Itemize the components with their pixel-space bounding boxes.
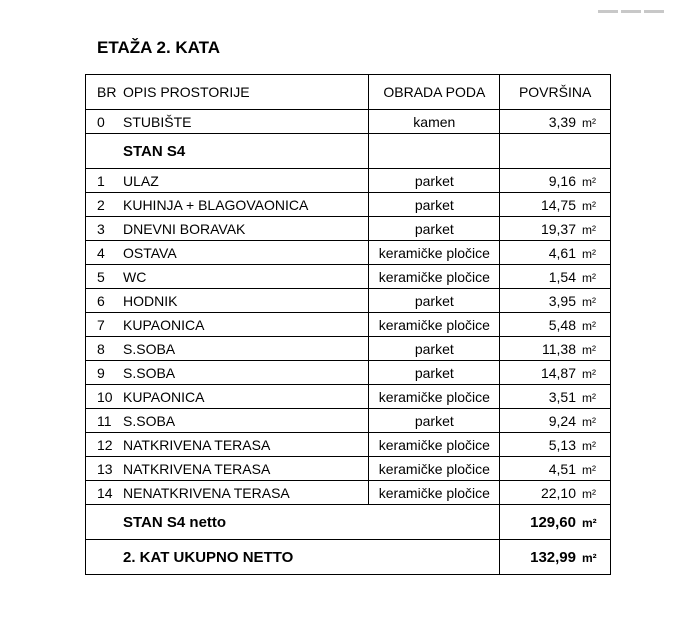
room-floor: parket	[369, 337, 500, 361]
stan-total-cell	[500, 505, 611, 540]
table-row	[86, 217, 611, 241]
section-row	[86, 134, 611, 169]
room-floor: parket	[369, 289, 500, 313]
room-area-cell	[500, 169, 611, 193]
stairs-row	[86, 110, 611, 134]
room-area-cell	[500, 337, 611, 361]
room-floor: parket	[369, 409, 500, 433]
unit-label: m²	[582, 342, 596, 357]
room-area-cell	[500, 481, 611, 505]
header-opis: OPIS PROSTORIJE	[123, 84, 250, 100]
room-name-cell	[86, 313, 369, 337]
unit-label: m²	[582, 198, 596, 213]
room-name-cell	[86, 409, 369, 433]
room-area-cell	[500, 433, 611, 457]
room-nr: 1	[97, 172, 105, 189]
table-row	[86, 241, 611, 265]
room-area: 9,16	[548, 172, 576, 189]
room-area-cell	[500, 217, 611, 241]
room-name: KUPAONICA	[123, 316, 205, 333]
stairs-name: STUBIŠTE	[123, 113, 192, 130]
unit-label: m²	[582, 366, 596, 381]
room-nr: 14	[97, 484, 113, 501]
header-obrada: OBRADA PODA	[369, 75, 500, 110]
room-floor: keramičke pločice	[369, 313, 500, 337]
unit-label: m²	[582, 115, 596, 130]
room-area: 4,51	[548, 460, 576, 477]
room-name-cell	[86, 289, 369, 313]
section-empty-cell	[369, 134, 500, 169]
room-name: S.SOBA	[123, 340, 176, 357]
room-name: WC	[123, 268, 147, 285]
room-nr: 7	[97, 316, 105, 333]
room-name: NATKRIVENA TERASA	[123, 436, 271, 453]
room-area-cell	[500, 457, 611, 481]
unit-label: m²	[582, 222, 596, 237]
room-floor: parket	[369, 193, 500, 217]
room-nr: 2	[97, 196, 105, 213]
room-area-cell	[500, 385, 611, 409]
kat-total-cell	[500, 540, 611, 575]
room-area-cell	[500, 361, 611, 385]
room-area: 14,75	[540, 196, 576, 213]
table-row	[86, 265, 611, 289]
stan-total-label: STAN S4 netto	[86, 505, 500, 540]
room-area: 9,24	[548, 412, 576, 429]
room-name: KUHINJA + BLAGOVAONICA	[123, 196, 309, 213]
section-empty-cell	[500, 134, 611, 169]
stairs-area: 3,39	[548, 113, 576, 130]
table-row	[86, 289, 611, 313]
kat-total-row	[86, 540, 611, 575]
table-row	[86, 409, 611, 433]
room-name-cell	[86, 457, 369, 481]
room-nr: 12	[97, 436, 113, 453]
room-nr: 10	[97, 388, 113, 405]
room-nr: 5	[97, 268, 105, 285]
room-floor: keramičke pločice	[369, 385, 500, 409]
room-name: ULAZ	[123, 172, 159, 189]
room-name: DNEVNI BORAVAK	[123, 220, 246, 237]
kat-total-value: 132,99	[530, 548, 576, 566]
room-name-cell	[86, 433, 369, 457]
table-row	[86, 337, 611, 361]
table-row	[86, 433, 611, 457]
room-name-cell	[86, 169, 369, 193]
room-floor: keramičke pločice	[369, 481, 500, 505]
room-area-cell	[500, 241, 611, 265]
unit-label: m²	[582, 174, 596, 189]
unit-label: m²	[582, 438, 596, 453]
unit-label: m²	[582, 515, 597, 530]
table-row	[86, 481, 611, 505]
room-floor: keramičke pločice	[369, 433, 500, 457]
room-name: S.SOBA	[123, 412, 176, 429]
room-name-cell	[86, 337, 369, 361]
header-opis-cell	[86, 75, 369, 110]
table-header-row	[86, 75, 611, 110]
unit-label: m²	[582, 550, 597, 565]
room-name: OSTAVA	[123, 244, 177, 261]
stan-total-value: 129,60	[530, 513, 576, 531]
top-edge-decoration	[598, 0, 673, 3]
stairs-name-cell	[86, 110, 369, 134]
unit-label: m²	[582, 318, 596, 333]
room-name-cell	[86, 361, 369, 385]
table-row	[86, 313, 611, 337]
room-area: 1,54	[548, 268, 576, 285]
room-area: 11,38	[542, 340, 576, 357]
kat-total-label: 2. KAT UKUPNO NETTO	[86, 540, 500, 575]
room-name-cell	[86, 385, 369, 409]
room-area: 22,10	[540, 484, 576, 501]
room-nr: 3	[97, 220, 105, 237]
header-br: BR	[97, 84, 117, 100]
room-area: 14,87	[540, 364, 576, 381]
unit-label: m²	[582, 270, 596, 285]
table-row	[86, 361, 611, 385]
room-name-cell	[86, 193, 369, 217]
table-row	[86, 169, 611, 193]
room-nr: 9	[97, 364, 105, 381]
rooms-table	[85, 74, 611, 575]
unit-label: m²	[582, 390, 596, 405]
section-name: STAN S4	[86, 134, 369, 169]
room-name-cell	[86, 217, 369, 241]
room-area-cell	[500, 193, 611, 217]
room-area: 5,13	[548, 436, 576, 453]
room-name: NENATKRIVENA TERASA	[123, 484, 290, 501]
unit-label: m²	[582, 462, 596, 477]
room-nr: 4	[97, 244, 105, 261]
room-area: 3,95	[548, 292, 576, 309]
room-nr: 6	[97, 292, 105, 309]
room-nr: 13	[97, 460, 113, 477]
room-name-cell	[86, 481, 369, 505]
stairs-nr: 0	[97, 113, 105, 130]
room-floor: keramičke pločice	[369, 241, 500, 265]
stairs-area-cell	[500, 110, 611, 134]
unit-label: m²	[582, 246, 596, 261]
room-area-cell	[500, 313, 611, 337]
room-name: KUPAONICA	[123, 388, 205, 405]
room-area: 5,48	[548, 316, 576, 333]
room-area: 4,61	[548, 244, 576, 261]
stairs-floor: kamen	[369, 110, 500, 134]
room-floor: keramičke pločice	[369, 265, 500, 289]
page-title: ETAŽA 2. KATA	[97, 38, 221, 57]
room-name-cell	[86, 241, 369, 265]
table-row	[86, 457, 611, 481]
room-name: HODNIK	[123, 292, 178, 309]
unit-label: m²	[582, 414, 596, 429]
room-name: NATKRIVENA TERASA	[123, 460, 271, 477]
room-area-cell	[500, 409, 611, 433]
room-nr: 8	[97, 340, 105, 357]
room-floor: keramičke pločice	[369, 457, 500, 481]
room-floor: parket	[369, 361, 500, 385]
room-area-cell	[500, 289, 611, 313]
room-nr: 11	[97, 412, 112, 429]
header-povrsina: POVRŠINA	[500, 75, 611, 110]
room-area-cell	[500, 265, 611, 289]
room-area: 19,37	[540, 220, 576, 237]
room-name: S.SOBA	[123, 364, 176, 381]
room-floor: parket	[369, 217, 500, 241]
unit-label: m²	[582, 486, 596, 501]
table-row	[86, 385, 611, 409]
stan-total-row	[86, 505, 611, 540]
room-floor: parket	[369, 169, 500, 193]
room-name-cell	[86, 265, 369, 289]
unit-label: m²	[582, 294, 596, 309]
table-row	[86, 193, 611, 217]
room-area: 3,51	[548, 388, 576, 405]
